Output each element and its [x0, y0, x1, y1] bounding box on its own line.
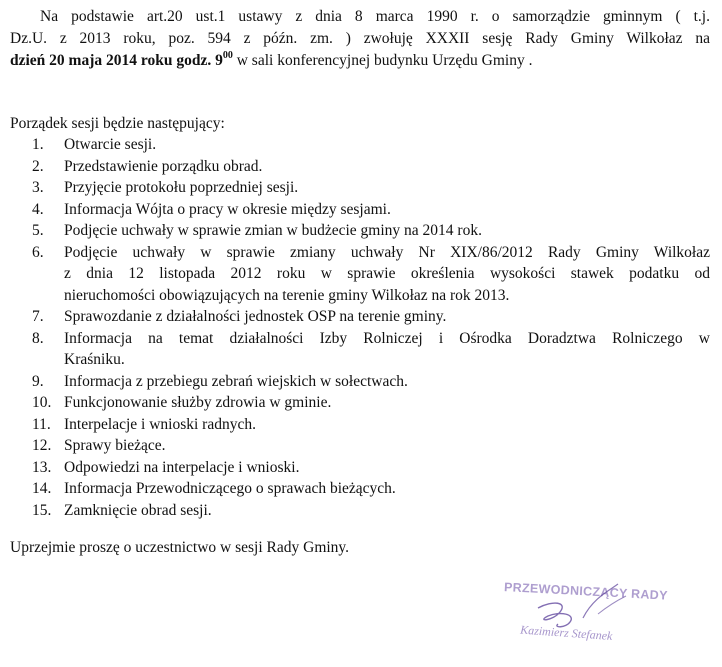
agenda-item-text: Otwarcie sesji.: [64, 136, 157, 153]
agenda-item-number: 12.: [32, 437, 52, 454]
agenda-item-number: 5.: [32, 222, 44, 239]
agenda-item-text: Odpowiedzi na interpelacje i wnioski.: [64, 458, 300, 476]
stamp-title-text: PRZEWODNICZĄCY RADY: [503, 580, 669, 603]
agenda-item: [0, 457, 710, 479]
session-time-minutes: 00: [222, 50, 233, 61]
agenda-item-text: Interpelacje i wnioski radnych.: [64, 415, 256, 433]
agenda-heading: Porządek sesji będzie następujący:: [10, 115, 225, 132]
agenda-item: [0, 134, 710, 156]
agenda-item-number: 4.: [32, 200, 44, 218]
agenda-item-text: Przedstawienie porządku obrad.: [64, 157, 263, 175]
agenda-item-number: 6.: [32, 243, 44, 261]
chairman-stamp-signature: [498, 578, 698, 648]
intro-line-3: [10, 50, 710, 72]
agenda-item-text: Podjęcie uchwały w sprawie zmiany uchwały Nr XIX/86/2012 Rady Gminy Wilkołaz: [64, 243, 710, 261]
agenda-item: [0, 500, 710, 522]
agenda-item-number: 3.: [32, 179, 44, 196]
agenda-item-number: 13.: [32, 458, 52, 476]
intro-paragraph: [10, 6, 710, 72]
agenda-item-text: Kraśniku.: [64, 351, 125, 368]
agenda-item-text: Informacja z przebiegu zebrań wiejskich w sołectwach.: [64, 372, 408, 390]
agenda-item-number: 10.: [32, 394, 52, 411]
closing-sentence: Uprzejmie proszę o uczestnictwo w sesji Rady Gminy.: [10, 539, 350, 556]
agenda-item: [0, 242, 710, 307]
agenda-item-number: 2.: [32, 157, 44, 175]
agenda-item: [0, 306, 710, 328]
stamp-name-text: Kazimierz Stefanek: [519, 622, 613, 643]
intro-line-2: Dz.U. z 2013 roku, poz. 594 z późn. zm. ) zwołuję XXXII sesję Rady Gminy Wilkołaz na: [10, 30, 710, 47]
agenda-item: [0, 435, 710, 457]
agenda-item-number: 15.: [32, 501, 52, 519]
agenda-item-text: Informacja na temat działalności Izby Rolniczej i Ośrodka Doradztwa Rolniczego w: [64, 329, 710, 347]
agenda-item-number: 14.: [32, 480, 52, 497]
agenda-item-text: Podjęcie uchwały w sprawie zmian w budżecie gminy na 2014 rok.: [64, 222, 482, 239]
agenda-item: [0, 371, 710, 393]
agenda-item-text: Zamknięcie obrad sesji.: [64, 501, 212, 519]
agenda-item-text: Informacja Wójta o pracy w okresie między sesjami.: [64, 200, 391, 218]
stamp-graphic: [498, 578, 698, 648]
agenda-item: [0, 156, 710, 178]
agenda-item: [0, 177, 710, 199]
agenda-item-number: 9.: [32, 372, 44, 390]
agenda-item-text: Sprawozdanie z działalności jednostek OSP na terenie gminy.: [64, 308, 447, 325]
agenda-item-text: Przyjęcie protokołu poprzedniej sesji.: [64, 179, 299, 196]
agenda-item-number: 11.: [32, 415, 51, 433]
session-date: dzień 20 maja 2014 roku godz. 9: [10, 52, 223, 69]
agenda-item-text: nieruchomości obowiązujących na terenie gminy Wilkołaz na rok 2013.: [64, 286, 510, 304]
agenda-item: [0, 328, 710, 371]
agenda-item: [0, 414, 710, 436]
agenda-item-text: Sprawy bieżące.: [64, 437, 166, 454]
agenda-item: [0, 199, 710, 221]
agenda-item: [0, 220, 710, 242]
agenda-item-number: 1.: [32, 136, 44, 153]
agenda-item: [0, 478, 710, 500]
agenda-item-text: z dnia 12 listopada 2012 roku w sprawie określenia wysokości stawek podatku od: [64, 265, 710, 282]
agenda-item-number: 7.: [32, 308, 44, 325]
session-place: w sali konferencyjnej budynku Urzędu Gminy .: [232, 52, 533, 69]
agenda-item-text: Funkcjonowanie służby zdrowia w gminie.: [64, 394, 332, 411]
agenda-item-text: Informacja Przewodniczącego o sprawach bieżących.: [64, 480, 396, 497]
agenda-item-number: 8.: [32, 329, 44, 347]
intro-line-1: Na podstawie art.20 ust.1 ustawy z dnia 8 marca 1990 r. o samorządzie gminnym ( t.j.: [40, 8, 710, 25]
agenda-item: [0, 392, 710, 414]
agenda-list: [0, 134, 710, 521]
